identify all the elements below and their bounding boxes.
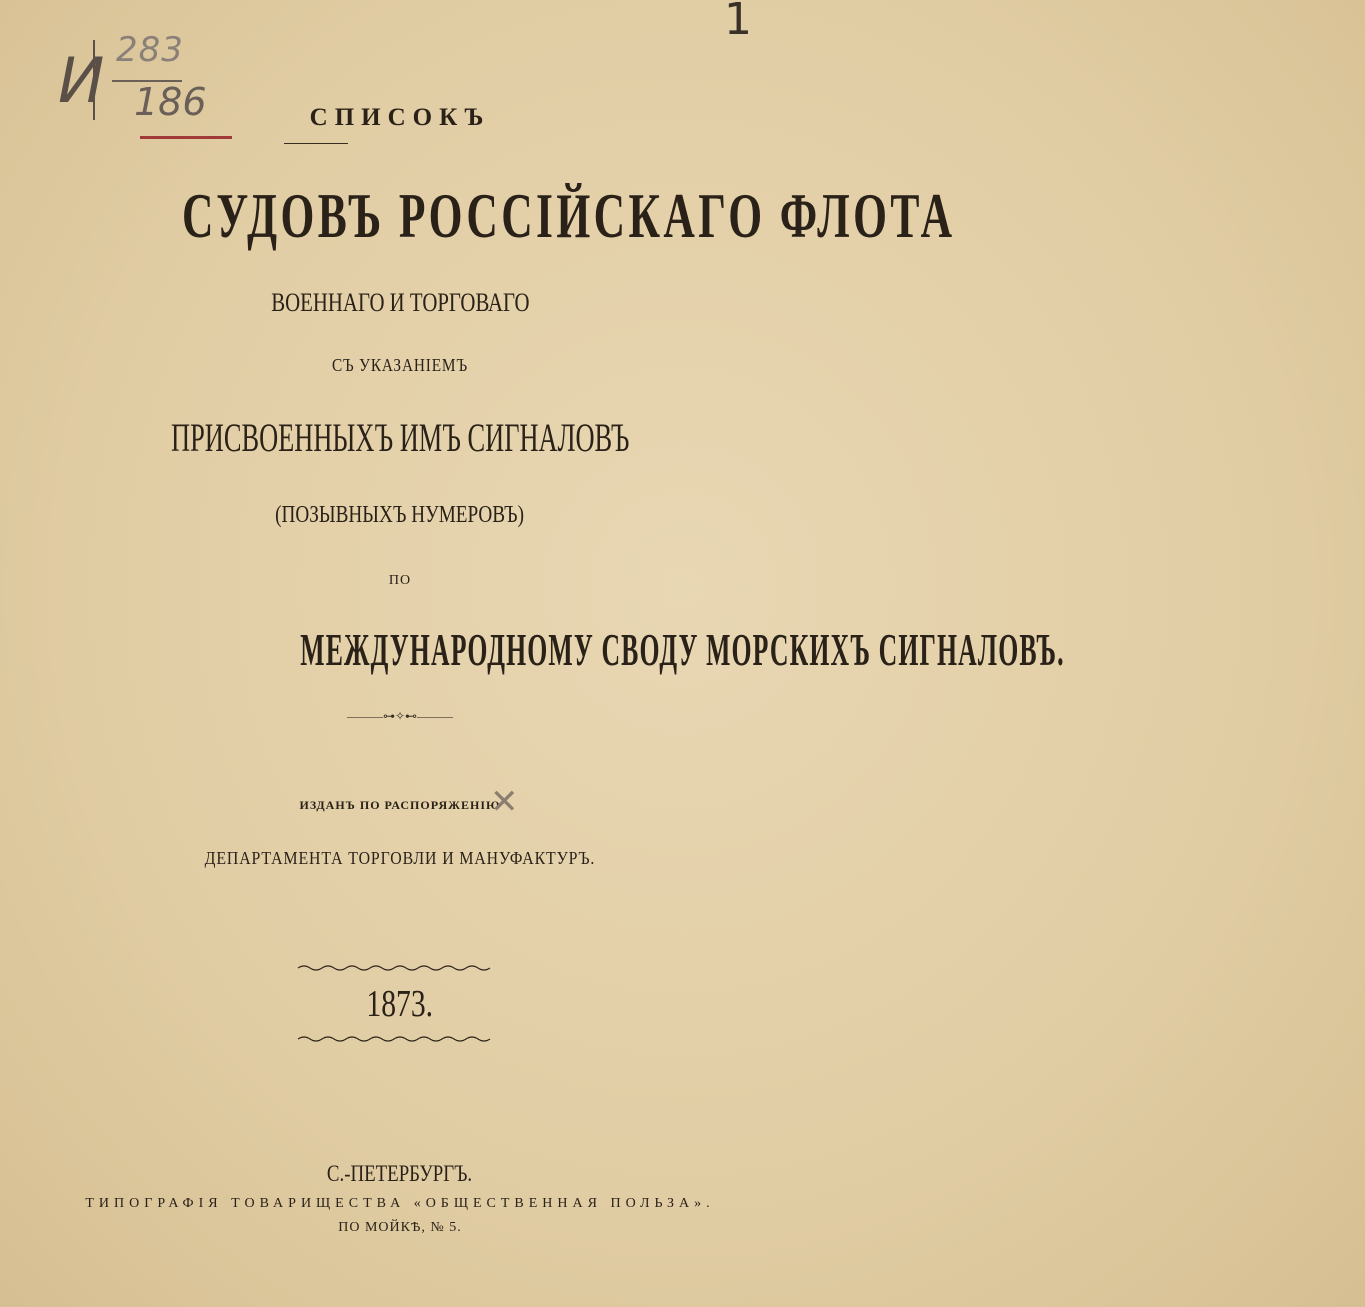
list-heading (0, 104, 800, 132)
lower-handwritten-number: 186 (134, 80, 207, 124)
left-handwritten-mark: И (58, 44, 105, 117)
ornament-text: ———⊶✧⊷——— (346, 709, 454, 723)
signal-code-text: МЕЖДУНАРОДНОМУ СВОДУ МОРСКИХЪ СИГНАЛОВЪ. (300, 624, 1065, 675)
imprint-printer-text: ТИПОГРАФІЯ ТОВАРИЩЕСТВА «ОБЩЕСТВЕННАЯ ПОЛЬЗА». (85, 1196, 715, 1211)
department-text: ДЕПАРТАМЕНТА ТОРГОВЛИ И МАНУФАКТУРЪ. (204, 848, 596, 868)
main-title-text: СУДОВЪ РОССІЙСКАГО ФЛОТА (181, 180, 956, 251)
imprint-city (0, 1160, 800, 1188)
upper-handwritten-number: 283 (116, 30, 184, 70)
pencil-cross-mark: ✕ (490, 782, 519, 822)
year-text: 1873. (366, 983, 434, 1025)
year-rule-top (298, 964, 494, 972)
year (0, 981, 800, 1027)
heading-rule (284, 143, 348, 144)
by-word (0, 572, 800, 590)
signal-code (0, 622, 1065, 678)
issued-by (0, 797, 800, 813)
call-numbers-text: (ПОЗЫВНЫХЪ НУМЕРОВЪ) (275, 502, 525, 528)
imprint-address (0, 1218, 800, 1238)
assigned-signals-text: ПРИСВОЕННЫХЪ ИМЪ СИГНАЛОВЪ (170, 415, 630, 460)
main-title (0, 176, 956, 256)
assigned-signals (0, 413, 800, 463)
by-word-text: ПО (388, 573, 412, 588)
imprint-address-text: ПО МОЙКѢ, № 5. (338, 1220, 462, 1235)
imprint-printer (0, 1194, 800, 1214)
department (0, 846, 800, 870)
call-numbers (0, 500, 800, 530)
ornament (0, 708, 800, 724)
subtitle (0, 287, 800, 319)
subtitle-text: ВОЕННАГО И ТОРГОВАГО (270, 288, 530, 317)
list-heading-text: СПИСОКЪ (309, 104, 491, 131)
handwritten-underline (140, 136, 232, 139)
with-indication-text: СЪ УКАЗАНІЕМЪ (332, 355, 468, 375)
with-indication (0, 353, 800, 377)
year-rule-bottom (298, 1035, 494, 1043)
corner-handwritten-mark: 1 (724, 0, 752, 45)
issued-by-text: ИЗДАНЪ ПО РАСПОРЯЖЕНІЮ (299, 798, 501, 812)
imprint-city-text: С.-ПЕТЕРБУРГЪ. (327, 1161, 473, 1186)
